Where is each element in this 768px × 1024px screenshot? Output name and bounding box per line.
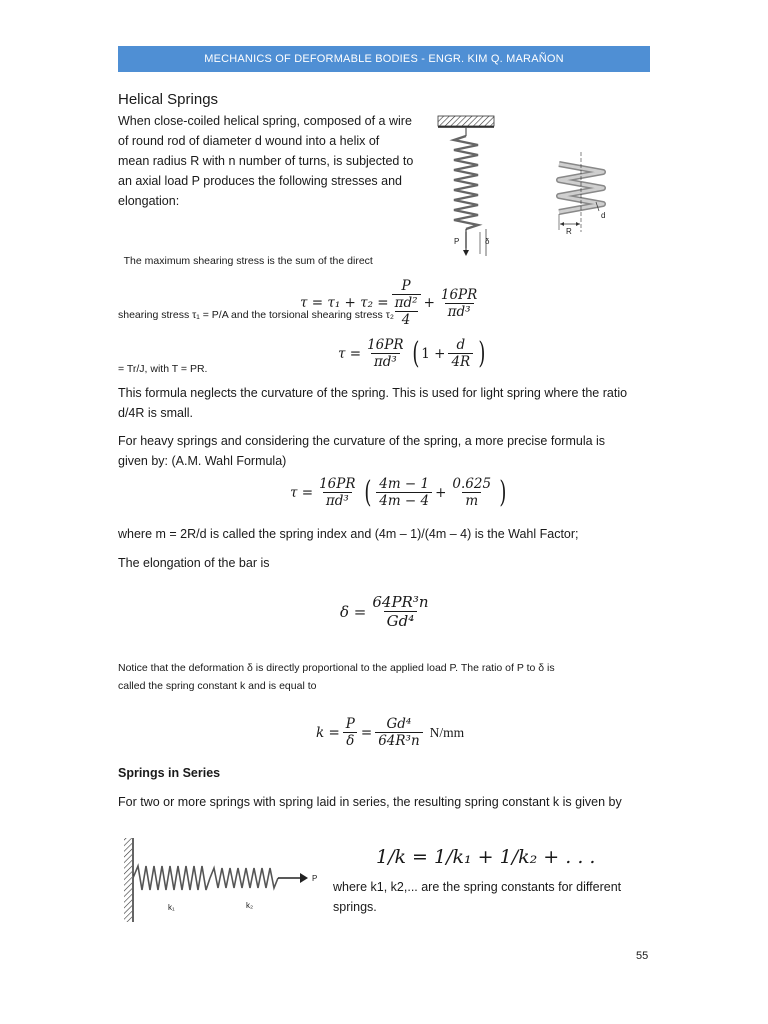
load-arrow: [300, 873, 308, 883]
spring-k2: [210, 868, 278, 888]
label-R: R: [566, 227, 572, 236]
label-delta: δ: [485, 237, 490, 246]
heavy-paragraph: For heavy springs and considering the curvature of the spring, a more precise formula is given by: (A.M. Wahl Formula): [118, 434, 606, 468]
label-d: d: [601, 211, 606, 220]
deformation-paragraph: Notice that the deformation δ is directly proportional to the applied load P. The ratio of P to δ is called the spring constant k and is equal to: [118, 662, 555, 692]
section-title: Helical Springs: [118, 91, 219, 108]
equation-wahl: τ = $\frac{16PR}{\text{πd³}}$ ( $\frac{4m - 1}{4m - 4}$ + $\frac{0.625}{m}$ ): [290, 474, 507, 510]
series-where: where k1, k2,... are the spring constants for different springs.: [333, 880, 622, 914]
series-formula: 1/k = 1/k₁ + 1/k₂ + . . .: [376, 846, 596, 868]
equation-total-shear: τ = τ₁ + τ₂ = P πd² 4 + $\frac{16PR}{\text{πd³}}$: [300, 278, 478, 328]
spring-coil: [454, 136, 478, 229]
label-k2: k₂: [246, 901, 254, 910]
stress-note: The maximum shearing stress is the sum of the direct shearing stress τ₁ = P/A and the torsional shearing stress τ₂ = Tr/J, with T = PR.: [118, 255, 394, 375]
equation-spring-constant: k = $\frac{P}{\delta}$ = $\frac{\text{Gd⁴}}{\text{64R³n}}$ N/mm: [316, 716, 465, 749]
series-springs-figure: [122, 836, 322, 926]
spring-k1: [133, 866, 210, 890]
helical-spring-figure: [436, 112, 650, 264]
elongation-text: The elongation of the bar is: [118, 556, 270, 570]
neglect-paragraph: This formula neglects the curvature of the spring. This is used for light spring where the ratio d/4R is small.: [118, 386, 628, 420]
page-number: 55: [636, 950, 649, 962]
series-title: Springs in Series: [118, 766, 221, 780]
equation-light-spring: τ = $\frac{16PR}{\text{πd³}}$ ( 1 + $\frac{d}{4R}$ ): [338, 335, 486, 371]
equation-elongation: δ = $\frac{\text{64PR³n}}{\text{Gd⁴}}$: [340, 593, 429, 630]
header-banner: MECHANICS OF DEFORMABLE BODIES - ENGR. KIM Q. MARAÑON: [118, 46, 650, 72]
wahl-note: where m = 2R/d is called the spring index and (4m – 1)/(4m – 4) is the Wahl Factor;: [118, 527, 579, 541]
label-P-series: P: [312, 874, 318, 883]
intro-paragraph: When close-coiled helical spring, composed of a wire of round rod of diameter d wound into a helix of mean radius R with n number of turns, is subjected to an axial load P produces the following stresses and elongation:: [118, 114, 414, 208]
label-P: P: [454, 237, 460, 246]
series-paragraph: For two or more springs with spring laid in series, the resulting spring constant k is given by: [118, 795, 622, 809]
label-k1: k₁: [168, 903, 175, 912]
